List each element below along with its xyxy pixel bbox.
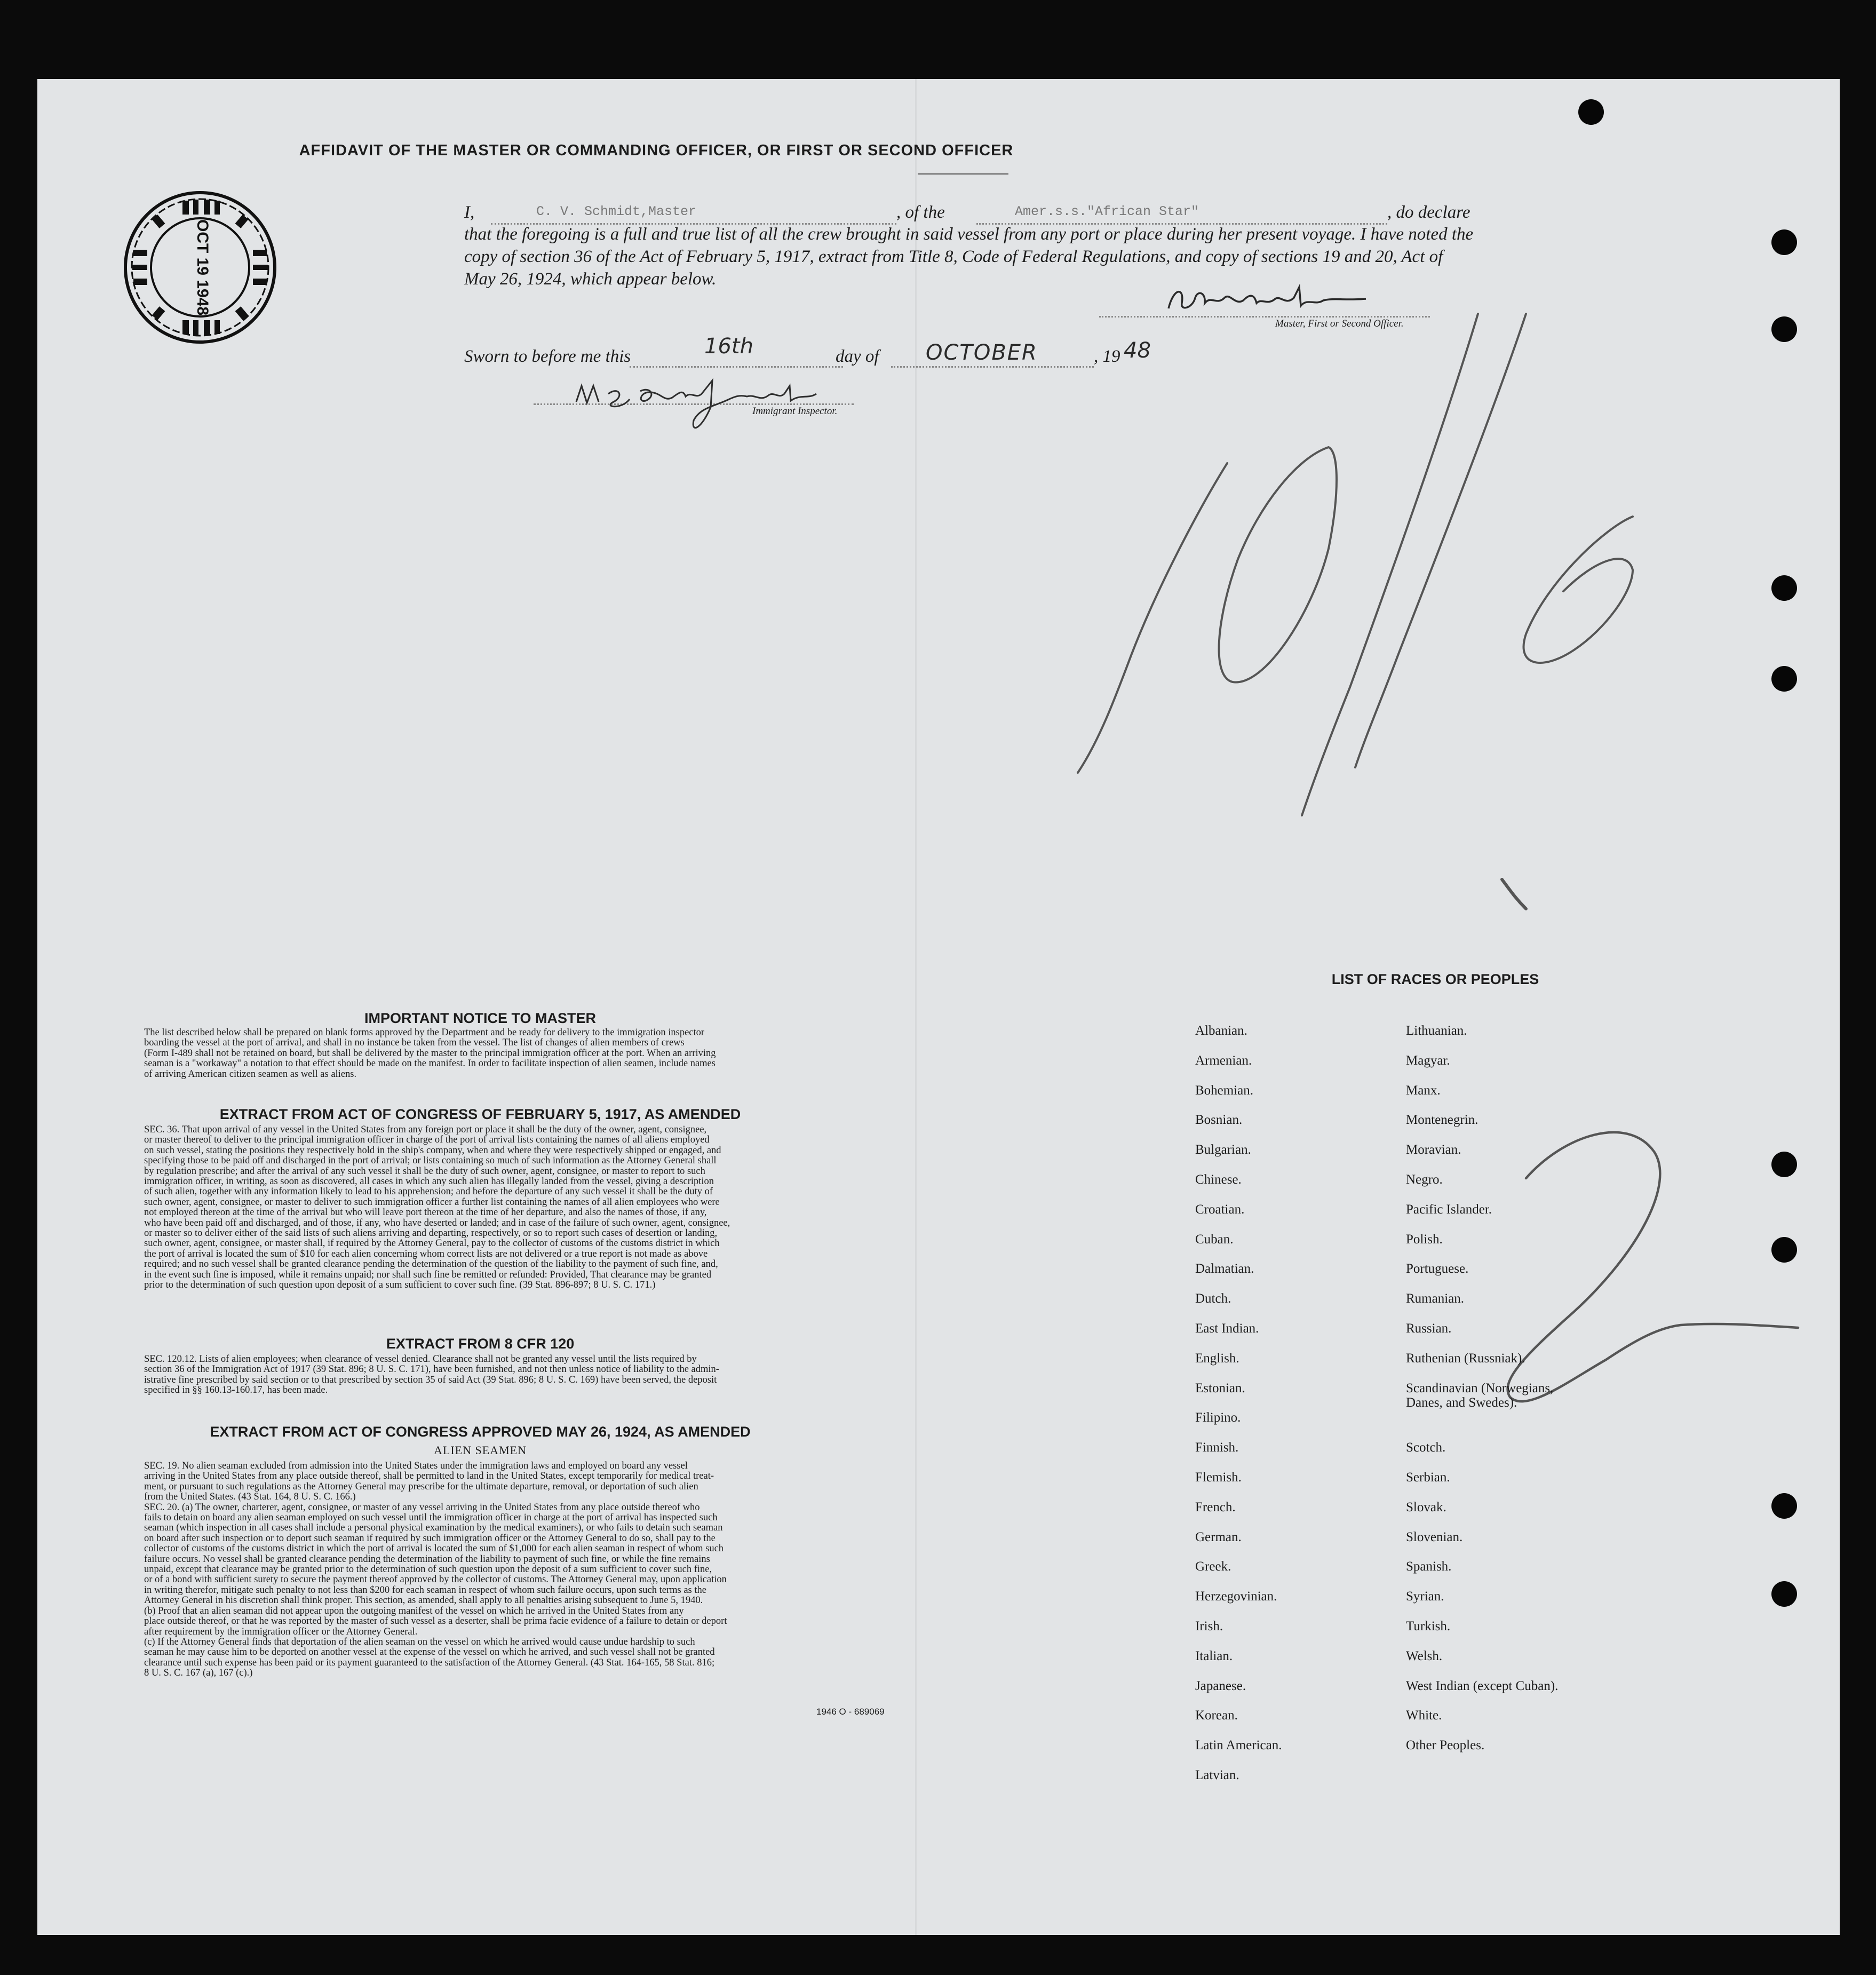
notice-body: The list described below shall be prepared on blank forms approved by the Department and be ready for delivery to the immigration inspector boarding the vessel at the port of arrival, and shall in no instance be taken from the vessel. The list of changes of alien members of crews (Form I-489 shall not be retained on board, but shall be delivered by the master to the principal immigration officer at the port. When an arriving seaman is a "workaway" a notation to that effect should be made on the manifest. In order to facilitate inspection of alien seamen, include names of arriving American citizen seamen as well as aliens.: [144, 1027, 716, 1080]
race-item: Syrian.: [1406, 1589, 1444, 1604]
race-item: Flemish.: [1195, 1470, 1242, 1485]
day-value: 16th: [704, 334, 753, 359]
declaration-line-2: that the foregoing is a full and true list of all the crew brought in said vessel from any port or place during her present voyage. I have noted the: [464, 225, 1474, 244]
race-item: Korean.: [1195, 1708, 1238, 1723]
race-item: Dalmatian.: [1195, 1262, 1254, 1276]
race-item: Finnish.: [1195, 1440, 1239, 1455]
race-item: Bulgarian.: [1195, 1143, 1251, 1157]
extract-1924-subtitle: ALIEN SEAMEN: [434, 1443, 527, 1457]
race-item: Welsh.: [1406, 1648, 1443, 1663]
race-item: White.: [1406, 1708, 1442, 1723]
inspector-signature-icon: [571, 370, 859, 439]
title-rule: [918, 173, 1008, 175]
extract-1917-title: EXTRACT FROM ACT OF CONGRESS OF FEBRUARY 5, 1917, AS AMENDED: [219, 1106, 741, 1122]
day-blank: [630, 365, 843, 368]
race-item: Scandinavian (Norwegians, Danes, and Swedes).: [1406, 1381, 1554, 1410]
race-item: Bohemian.: [1195, 1083, 1254, 1098]
race-item: Latin American.: [1195, 1738, 1282, 1753]
month-value: OCTOBER: [926, 340, 1038, 365]
race-item: Other Peoples.: [1406, 1738, 1485, 1753]
extract-cfr-body: SEC. 120.12. Lists of alien employees; when clearance of vessel denied. Clearance shall not be granted any vessel until the lists required by section 36 of the Immigration Act of 1917 (39 Stat. 896; 8 U. S. C. 171), have been furnished, and not then unless notice of liability to the admin- istrative fine prescribed by said section or to that prescribed by section 35 of said Act (39 Stat. 896; 8 U. S. C. 169) have been served, the deposit specified in §§ 160.13-160.17, has been made.: [144, 1354, 719, 1396]
race-item: Latvian.: [1195, 1768, 1239, 1782]
race-item: Estonian.: [1195, 1381, 1245, 1395]
race-item: English.: [1195, 1351, 1239, 1366]
master-name-value: C. V. Schmidt,Master: [536, 204, 697, 219]
binder-hole-icon: [1771, 575, 1797, 601]
affidavit-title: AFFIDAVIT OF THE MASTER OR COMMANDING OFFICER, OR FIRST OR SECOND OFFICER: [299, 142, 1014, 159]
race-item: Russian.: [1406, 1321, 1452, 1336]
inspector-caption: Immigrant Inspector.: [752, 406, 838, 417]
race-item: Negro.: [1406, 1172, 1443, 1187]
race-item: Greek.: [1195, 1559, 1231, 1574]
extract-cfr-title: EXTRACT FROM 8 CFR 120: [386, 1336, 575, 1352]
race-item: Slovak.: [1406, 1500, 1446, 1514]
sworn-prefix: Sworn to before me this: [464, 347, 631, 366]
race-item: Lithuanian.: [1406, 1024, 1467, 1038]
month-blank: [891, 365, 1094, 368]
document-page: [37, 79, 1840, 1935]
race-item: West Indian (except Cuban).: [1406, 1678, 1559, 1693]
extract-1924-body: SEC. 19. No alien seaman excluded from admission into the United States under the immigration laws and employed on board any vessel arriving in the United States from any place outside thereof, shall be permitted to land in the United States, except temporarily for medical treat- ment, or pursuant to such regulations as the Attorney General may prescribe for the ultimate departure, removal, or deportation of such alien from the United States. (43 Stat. 164, 8 U. S. C. 166.) SEC. 20. (a) The owner, charterer, agent, consignee, or master of any vessel arriving in the United States from any place outside thereof who fails to detain on board any alien seaman employed on such vessel until the immigration officer in charge at the port of arrival has inspected such seaman (which inspection in all cases shall include a personal physical examination by the medical examiners), or who fails to detain such seaman on board after such inspection or to deport such seaman if required by such immigration officer or the Attorney General to do so, shall pay to the collector of customs of the customs district in which the port of arrival is located the sum of $1,000 for each alien seaman in respect of whom such failure occurs. No vessel shall be granted clearance pending the determination of the liability to payment of such fine, or while the fine remains unpaid, except that clearance may be granted prior to the determination of such question upon the deposit of a sum sufficient to cover such fine, or of a bond with sufficient surety to secure the payment thereof approved by the collector of customs. The Attorney General may, upon application in writing therefor, mitigate such penalty to not less than $200 for each seaman in respect of whom such failure occurs, upon such terms as the Attorney General in his discretion shall think proper. This section, as amended, shall apply to all penalties arising subsequent to June 5, 1940. (b) Proof that an alien seaman did not appear upon the outgoing manifest of the vessel on which he arrived in the United States from any place outside thereof, or that he was reported by the master of such vessel as a deserter, shall be prima facie evidence of a failure to detain or deport after requirement by the immigration officer or the Attorney General. (c) If the Attorney General finds that deportation of the alien seaman on the vessel on which he arrived would cause undue hardship to such seaman he may cause him to be deported on another vessel at the expense of the vessel on which he arrived, and such vessel shall not be granted clearance until such expense has been paid or its payment guaranteed to the satisfaction of the Attorney General. (43 Stat. 164-165, 58 Stat. 816; 8 U. S. C. 167 (a), 167 (c).): [144, 1461, 727, 1679]
race-item: Moravian.: [1406, 1143, 1461, 1157]
declaration-line-3: copy of section 36 of the Act of February 5, 1917, extract from Title 8, Code of Federal Regulations, and copy of sections 19 and 20, Act of: [464, 247, 1443, 266]
publication-number: 1946 O - 689069: [816, 1707, 885, 1717]
binder-hole-icon: [1578, 99, 1604, 125]
race-item: Albanian.: [1195, 1024, 1247, 1038]
day-of-label: day of: [836, 347, 879, 366]
race-item: Ruthenian (Russniak).: [1406, 1351, 1525, 1366]
race-item: Croatian.: [1195, 1202, 1245, 1217]
race-item: Spanish.: [1406, 1559, 1452, 1574]
race-item: Serbian.: [1406, 1470, 1450, 1485]
binder-hole-icon: [1771, 1581, 1797, 1607]
race-item: Turkish.: [1406, 1619, 1451, 1633]
declaration-prefix: I,: [464, 203, 475, 222]
declaration-of: , of the: [896, 203, 945, 222]
race-item: Scotch.: [1406, 1440, 1446, 1455]
races-title: LIST OF RACES OR PEOPLES: [1331, 971, 1539, 987]
year-prefix: , 19: [1094, 347, 1120, 366]
race-item: East Indian.: [1195, 1321, 1259, 1336]
race-item: Rumanian.: [1406, 1291, 1465, 1306]
race-item: Herzegovinian.: [1195, 1589, 1277, 1604]
binder-hole-icon: [1771, 1152, 1797, 1177]
binder-hole-icon: [1771, 229, 1797, 255]
race-item: German.: [1195, 1529, 1242, 1544]
notice-title: IMPORTANT NOTICE TO MASTER: [364, 1010, 596, 1026]
declaration-line-4: May 26, 1924, which appear below.: [464, 269, 717, 289]
race-item: Montenegrin.: [1406, 1113, 1478, 1128]
race-item: Filipino.: [1195, 1410, 1241, 1425]
binder-hole-icon: [1771, 316, 1797, 342]
extract-1924-title: EXTRACT FROM ACT OF CONGRESS APPROVED MAY 26, 1924, AS AMENDED: [210, 1424, 751, 1440]
race-item: Cuban.: [1195, 1232, 1234, 1247]
race-item: Italian.: [1195, 1648, 1233, 1663]
declaration-suffix: , do declare: [1387, 203, 1470, 222]
race-item: Magyar.: [1406, 1053, 1450, 1068]
race-item: Armenian.: [1195, 1053, 1252, 1068]
binder-hole-icon: [1771, 1493, 1797, 1519]
race-item: Dutch.: [1195, 1291, 1231, 1306]
race-item: Irish.: [1195, 1619, 1223, 1633]
master-signature-caption: Master, First or Second Officer.: [1275, 318, 1404, 329]
race-item: Polish.: [1406, 1232, 1443, 1247]
extract-1917-body: SEC. 36. That upon arrival of any vessel in the United States from any foreign port or place it shall be the duty of the owner, agent, consignee, or master thereof to deliver to the principal immigration officer in charge of the port of arrival lists containing the names of all aliens employed on such vessel, stating the positions they respectively hold in the ship's company, when and where they were respectively shipped or engaged, and specifying those to be paid off and discharged in the port of arrival; or lists containing so much of such information as the Attorney General shall by regulation prescribe; and after the arrival of any such vessel it shall be the duty of such owner, agent, consignee, or master to report to such immigration officer, in writing, as soon as discovered, all cases in which any such alien has illegally landed from the vessel, giving a description of such alien, together with any information likely to lead to his apprehension; and before the departure of any such vessel it shall be the duty of such owner, agent, consignee, or master to deliver to such immigration officer a further list containing the names of all alien employees who were not employed thereon at the time of the arrival but who will leave port thereon at the time of her departure, and also the names of those, if any, who have been paid off and discharged, and of those, if any, who have deserted or landed; and in case of the failure of such owner, agent, consignee, or master so to deliver either of the said lists of such aliens arriving and departing, respectively, or so to report such cases of desertion or landing, such owner, agent, consignee, or master shall, if required by the Attorney General, pay to the collector of customs of the customs district in which the port of arrival is located the sum of $10 for each alien concerning whom correct lists are not delivered or a true report is not made as above required; and no such vessel shall be granted clearance pending the determination of the question of the liability to the payment of such fine, and, in the event such fine is imposed, while it remains unpaid; nor shall such fine be remitted or refunded: Provided, That clearance may be granted prior to the determination of such question upon deposit of a sum sufficient to cover such fine. (39 Stat. 896-897; 8 U. S. C. 171.): [144, 1124, 730, 1291]
race-item: Slovenian.: [1406, 1529, 1463, 1544]
vessel-name-value: Amer.s.s."African Star": [1015, 204, 1199, 219]
race-item: Pacific Islander.: [1406, 1202, 1492, 1217]
race-item: Japanese.: [1195, 1678, 1246, 1693]
stamp-date: OCT 19 1948: [194, 219, 211, 316]
race-item: Portuguese.: [1406, 1262, 1469, 1276]
race-item: Chinese.: [1195, 1172, 1242, 1187]
binder-hole-icon: [1771, 1237, 1797, 1263]
race-item: Bosnian.: [1195, 1113, 1243, 1128]
signature-icon: [1163, 276, 1377, 319]
binder-hole-icon: [1771, 666, 1797, 692]
year-value: 48: [1124, 338, 1151, 363]
race-item: Manx.: [1406, 1083, 1441, 1098]
ink-stamp-icon: [123, 190, 277, 345]
race-item: French.: [1195, 1500, 1236, 1514]
